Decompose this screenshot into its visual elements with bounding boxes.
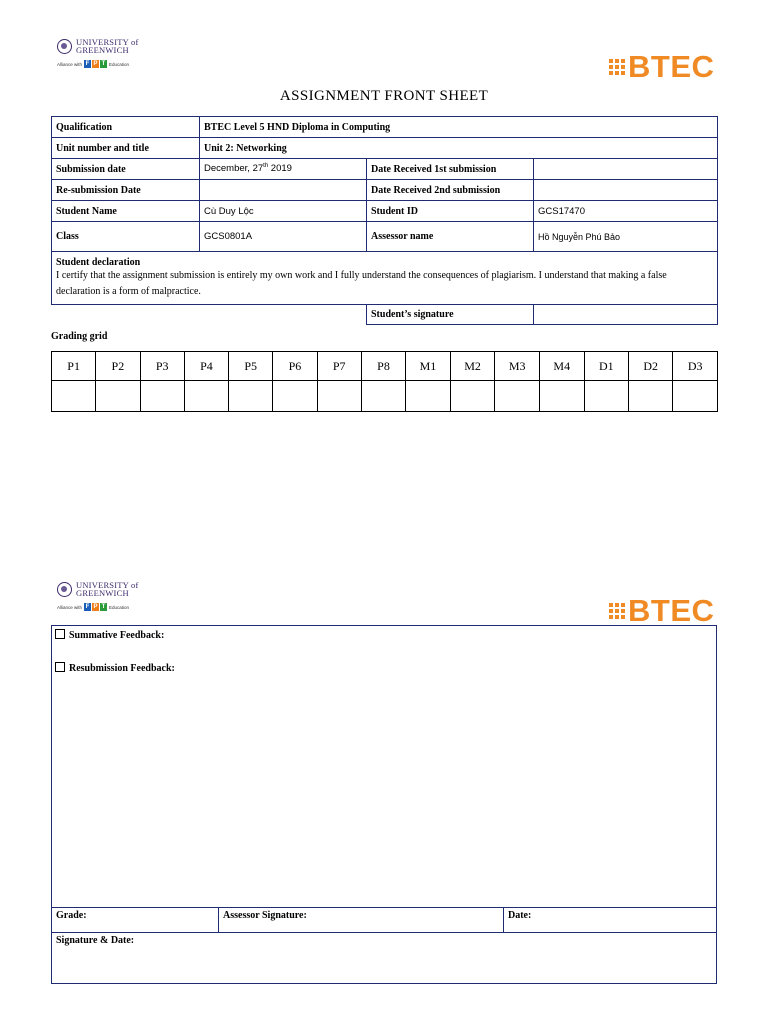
date-received-2-label: Date Received 2nd submission — [367, 180, 534, 201]
fpt-alliance — [57, 603, 139, 611]
summative-feedback-label: Summative Feedback: — [69, 630, 165, 641]
university-name-line2: GREENWICH — [76, 45, 129, 55]
submission-date-label: Submission date — [52, 159, 200, 180]
grade-header: P5 — [229, 352, 273, 381]
resubmission-date-value — [200, 180, 367, 201]
grade-header: D3 — [673, 352, 718, 381]
grade-header: P3 — [140, 352, 184, 381]
declaration-heading: Student declaration — [56, 256, 141, 268]
grade-header: P7 — [317, 352, 361, 381]
grading-grid — [51, 351, 718, 412]
signature-label: Student’s signature — [367, 305, 534, 325]
grade-header: D2 — [629, 352, 673, 381]
education-text: Education — [109, 604, 130, 610]
university-name-line2: GREENWICH — [76, 588, 129, 598]
grading-value-row — [52, 381, 718, 412]
fpt-logo-icon — [84, 603, 107, 611]
unit-label: Unit number and title — [52, 138, 200, 159]
fpt-letter-t: T — [101, 604, 106, 610]
grade-header: P1 — [52, 352, 96, 381]
university-logo-page2 — [57, 581, 139, 611]
student-id-label: Student ID — [367, 201, 534, 222]
fpt-letter-p: P — [93, 604, 98, 610]
grade-header: P2 — [96, 352, 140, 381]
university-name-line1: UNIVERSITY of — [76, 580, 139, 590]
grade-cell[interactable] — [184, 381, 228, 412]
grade-cell[interactable] — [229, 381, 273, 412]
fpt-letter-p: P — [93, 61, 98, 67]
date-label: Date: — [504, 908, 717, 933]
grading-header-row — [52, 352, 718, 381]
university-seal-icon — [57, 39, 72, 54]
assignment-info-table — [51, 116, 718, 325]
grading-grid-label: Grading grid — [51, 331, 108, 342]
class-value: GCS0801A — [200, 222, 367, 252]
alliance-text: Alliance with — [57, 604, 83, 610]
signature-date-label: Signature & Date: — [52, 933, 717, 984]
fpt-logo-icon — [84, 60, 107, 68]
btec-dots-icon — [609, 59, 625, 75]
grade-cell[interactable] — [450, 381, 495, 412]
assessor-signature-label: Assessor Signature: — [219, 908, 504, 933]
btec-logo-page2 — [609, 593, 714, 629]
grade-header: P4 — [184, 352, 228, 381]
declaration-text: I certify that the assignment submission is entirely my own work and I fully understand the consequences of plagiarism. I understand that making a false declaration is a form of malpractice. — [56, 269, 667, 297]
grade-cell[interactable] — [539, 381, 584, 412]
fpt-letter-f: F — [85, 61, 90, 67]
submission-date-value: December, 27th 2019 — [200, 159, 367, 180]
signature-field[interactable] — [534, 305, 718, 325]
resubmission-checkbox-icon[interactable] — [55, 662, 65, 672]
student-name-value: Cù Duy Lộc — [200, 201, 367, 222]
grade-cell[interactable] — [673, 381, 718, 412]
grade-header: M4 — [539, 352, 584, 381]
education-text: Education — [109, 61, 130, 67]
qualification-label: Qualification — [52, 117, 200, 138]
student-name-label: Student Name — [52, 201, 200, 222]
unit-value: Unit 2: Networking — [200, 138, 718, 159]
resubmission-feedback-label: Resubmission Feedback: — [69, 663, 175, 674]
qualification-value: BTEC Level 5 HND Diploma in Computing — [200, 117, 718, 138]
fpt-alliance — [57, 60, 139, 68]
grade-header: D1 — [584, 352, 628, 381]
grade-cell[interactable] — [361, 381, 405, 412]
grade-cell[interactable] — [140, 381, 184, 412]
fpt-letter-t: T — [101, 61, 106, 67]
grade-label: Grade: — [52, 908, 219, 933]
university-name-line1: UNIVERSITY of — [76, 37, 139, 47]
grade-cell[interactable] — [584, 381, 628, 412]
assessor-value: Hồ Nguyễn Phú Bảo — [534, 222, 718, 252]
feedback-signoff-table — [51, 907, 717, 984]
grade-header: M3 — [495, 352, 540, 381]
btec-logo — [609, 49, 714, 85]
grade-cell[interactable] — [273, 381, 317, 412]
summative-checkbox-icon[interactable] — [55, 629, 65, 639]
grade-cell[interactable] — [406, 381, 451, 412]
resubmission-date-label: Re-submission Date — [52, 180, 200, 201]
resubmission-feedback[interactable] — [55, 662, 175, 674]
university-logo — [57, 38, 139, 68]
grade-header: M1 — [406, 352, 451, 381]
grade-header: M2 — [450, 352, 495, 381]
grade-cell[interactable] — [629, 381, 673, 412]
alliance-text: Alliance with — [57, 61, 83, 67]
class-label: Class — [52, 222, 200, 252]
grade-cell[interactable] — [96, 381, 140, 412]
grade-cell[interactable] — [52, 381, 96, 412]
btec-logo-text: BTEC — [628, 49, 715, 84]
assessor-label: Assessor name — [367, 222, 534, 252]
student-declaration — [52, 252, 718, 305]
grade-cell[interactable] — [495, 381, 540, 412]
grade-header: P8 — [361, 352, 405, 381]
summative-feedback[interactable] — [55, 629, 164, 641]
grade-cell[interactable] — [317, 381, 361, 412]
student-id-value: GCS17470 — [534, 201, 718, 222]
date-received-2-value — [534, 180, 718, 201]
btec-logo-text: BTEC — [628, 593, 715, 628]
date-received-1-value — [534, 159, 718, 180]
page-title: ASSIGNMENT FRONT SHEET — [279, 88, 489, 104]
date-received-1-label: Date Received 1st submission — [367, 159, 534, 180]
btec-dots-icon — [609, 603, 625, 619]
grade-header: P6 — [273, 352, 317, 381]
signature-spacer — [52, 305, 367, 325]
fpt-letter-f: F — [85, 604, 90, 610]
university-seal-icon — [57, 582, 72, 597]
